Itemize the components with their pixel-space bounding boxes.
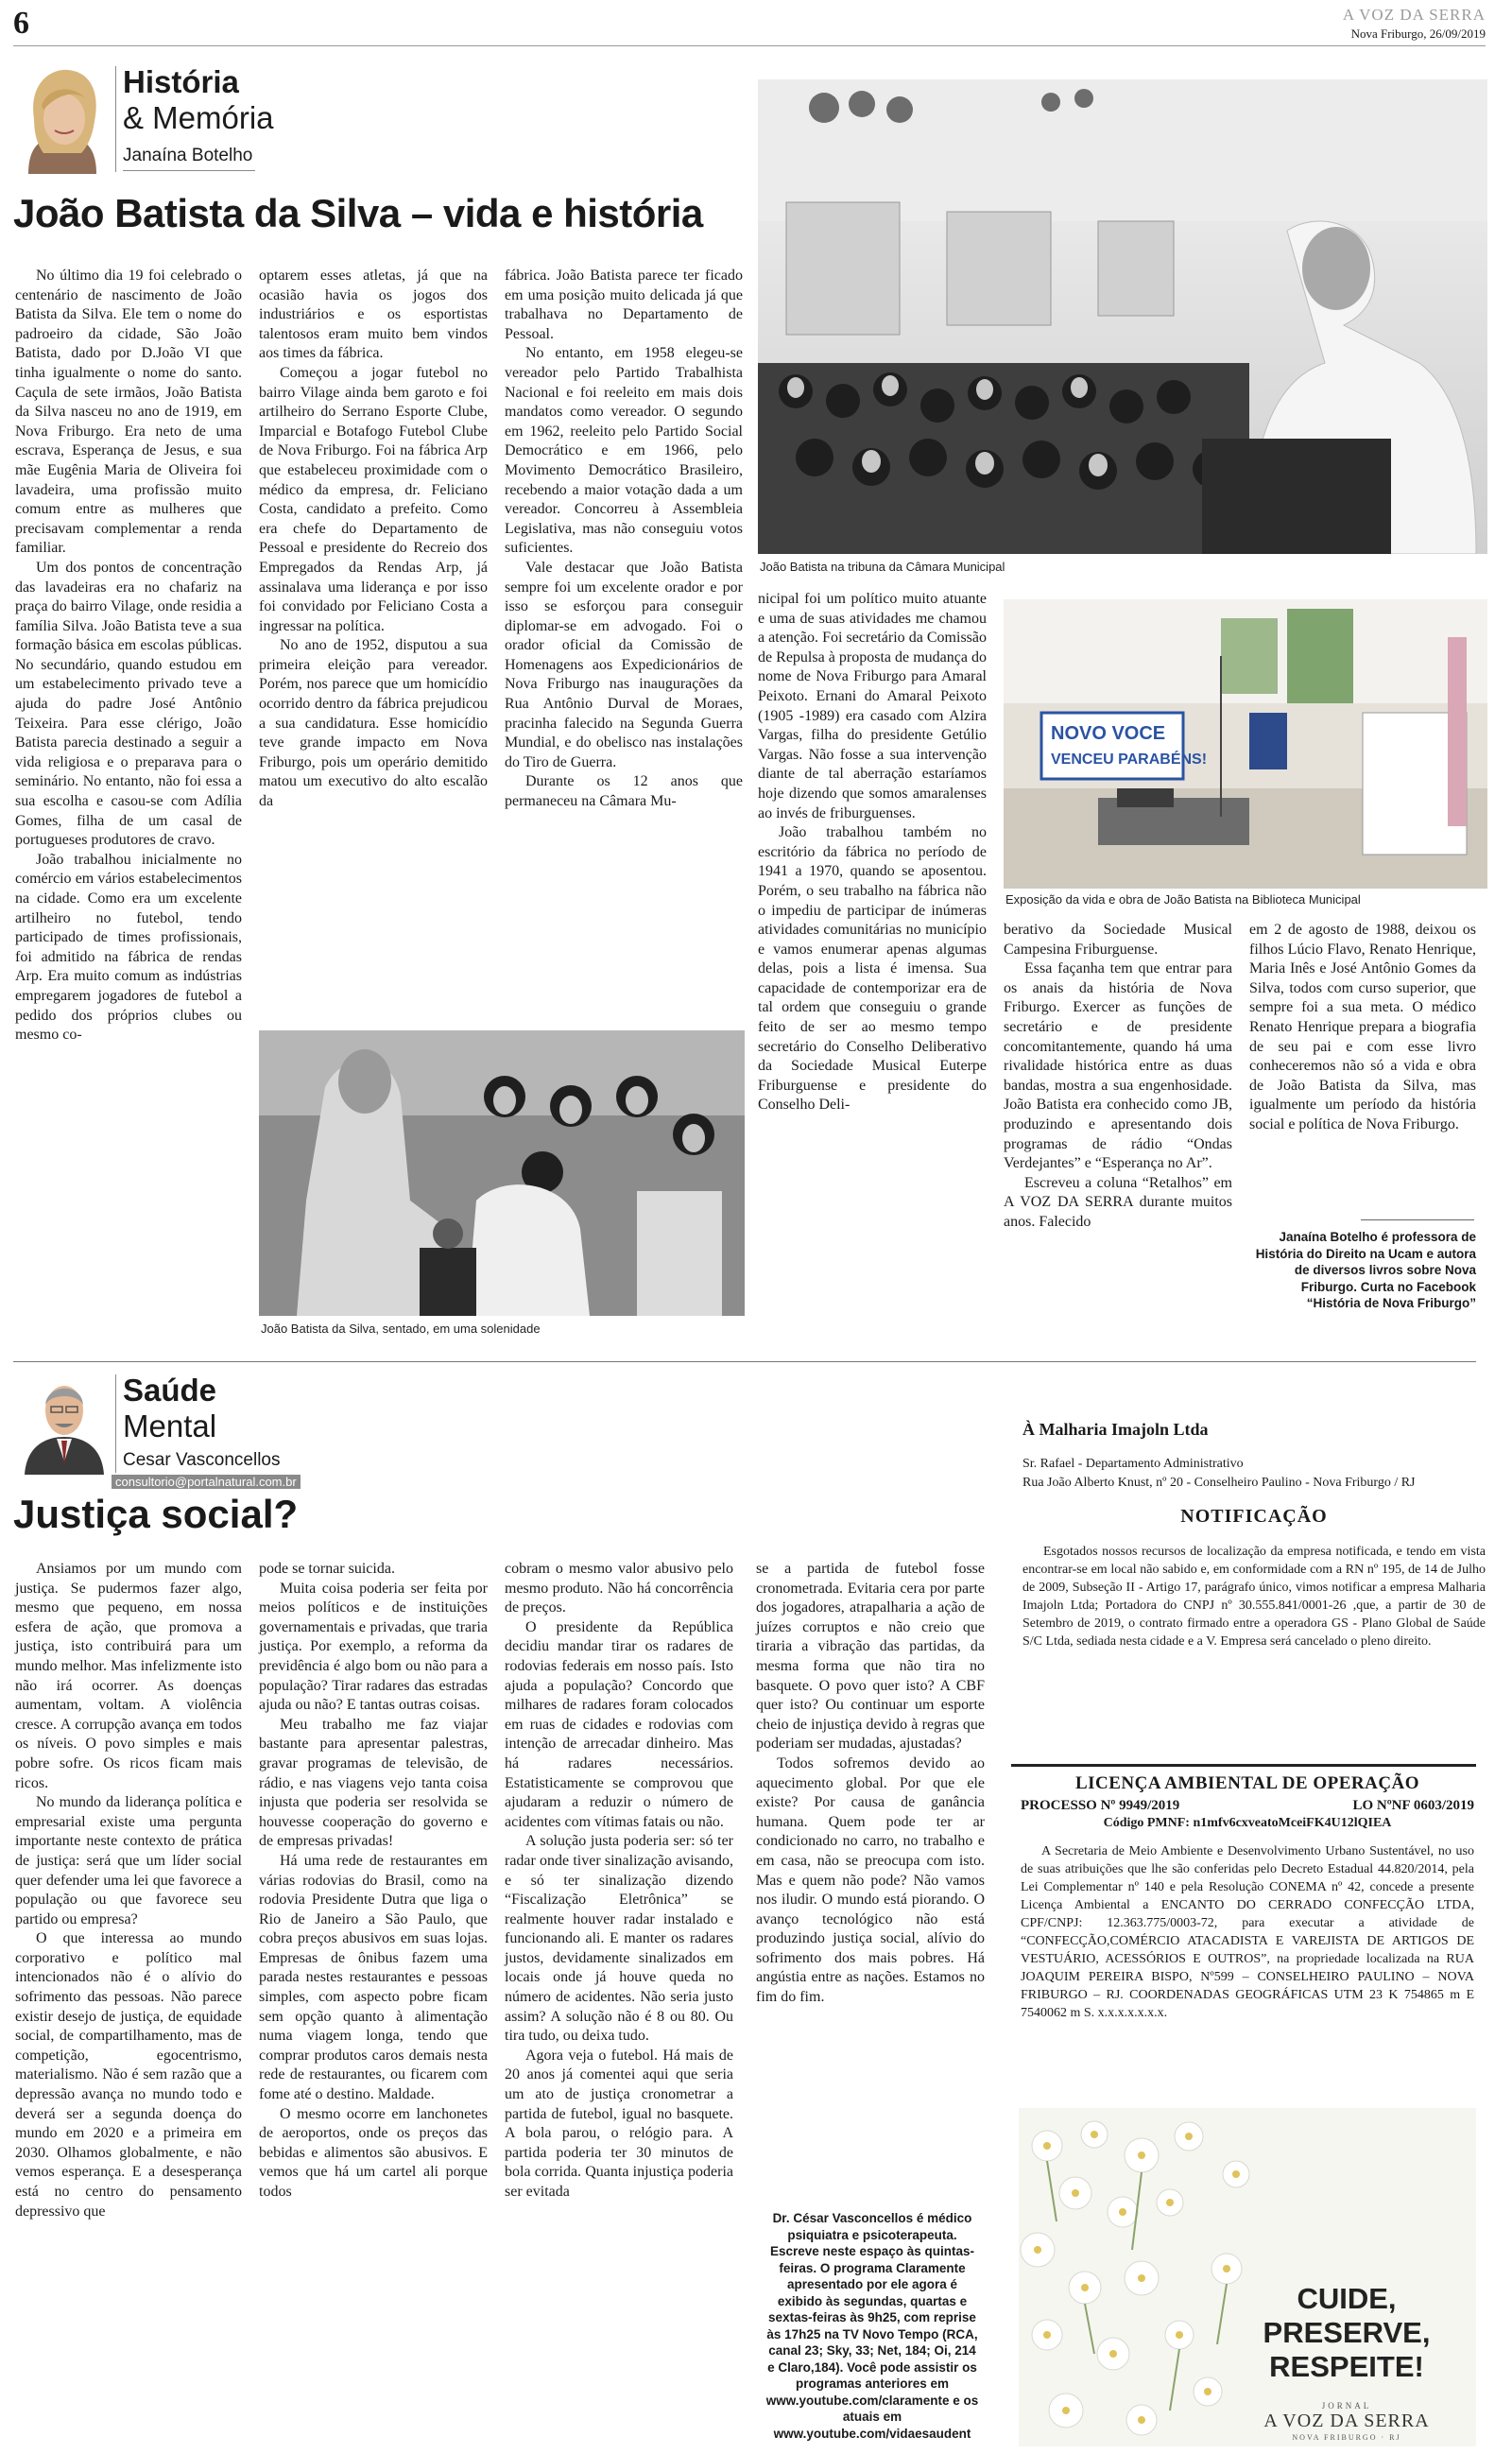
license-process: PROCESSO Nº 9949/2019 bbox=[1021, 1798, 1180, 1813]
notice-licenca-border bbox=[1011, 1764, 1476, 1767]
article-bottom-column-3 bbox=[505, 1560, 733, 2448]
banner-text-1: NOVO VOCE bbox=[1051, 723, 1166, 744]
article-bottom-column-4 bbox=[756, 1560, 985, 2203]
paragraph: João trabalhou também no escritório da fábrica no período de 1941 a 1970, quando se aposentou. Porém, o seu trabalho na fábrica não o impediu de participar de inúmeras atividades comunitárias no município e vamos enumerar apenas algumas delas, pois a lista é imensa. Sua capacidade de contemporizar era de tal ordem que conseguiu o grande feito de ser ao mesmo tempo secretário do Conselho Deliberativo da Sociedade Musical Euterpe Friburguense e presidente do Conselho Deli- bbox=[758, 824, 987, 1114]
section-title-2: Saúde bbox=[123, 1373, 217, 1408]
article-top-column-4 bbox=[758, 590, 987, 1356]
article-top-column-5 bbox=[1004, 921, 1232, 1356]
notice-body: Esgotados nossos recursos de localização da empresa notificada, e tendo em vista encontrar-se em local não sabido e, em conformidade com a RN nº 195, de 14 de Julho de 2009, Subseção II - Artigo 17, parágrafo único, vimos notificar a empresa Malharia Imajoln Ltda; Portadora do CNPJ nº 30.555.841/0001-26 ,que, a partir de 30 de Setembro de 2019, o contrato firmado entre a operadora GS - Plano Global de Saúde S/C Ltda, sediada nesta cidade e a V. Empresa será cancelado o pleno direito. bbox=[1022, 1545, 1486, 1649]
paragraph: em 2 de agosto de 1988, deixou os filhos Lúcio Flavo, Renato Henrique, Maria Inês e José Antônio Gomes da Silva, todos com curso superior, que sempre foi a sua meta. O médico Renato Henrique prepara a biografia de seu pai e com esse livro conheceremos não só a vida e obra de João Batista da Silva, mas igualmente um período da história social e política de Nova Friburgo. bbox=[1249, 922, 1476, 1132]
notice-notificacao bbox=[1022, 1408, 1486, 1768]
paragraph: se a partida de futebol fosse cronometrada. Evitaria cera por parte dos jogadores, atrapalharia a ação de juízes corruptos e não creio que tiraria a vibração das partidas, da mesma forma que não tira no basquete. O povo quer isto? A CBF quer isto? Ou continuar um esporte cheio de injustiça devido à regras que poderiam ser mudadas, ajustadas? bbox=[756, 1561, 985, 1753]
article-top-column-6 bbox=[1249, 921, 1476, 1204]
paragraph: Agora veja o futebol. Há mais de 20 anos já comentei aqui que seria um ato de justiça cronometrar a partida de futebol, igual no basquete. A bola parou, o relógio para. A partida poderia ter 30 minutos de bola corrida. Quanta injustiça poderia ser evitada bbox=[505, 2047, 733, 2200]
article-top-column-3 bbox=[505, 267, 743, 1023]
section-divider-line bbox=[115, 66, 116, 172]
author-bio: Janaína Botelho é professora de História do Direito na Ucam e autora de diversos livros sobre Nova Friburgo. Curta no Facebook “História de Nova Friburgo” bbox=[1255, 1230, 1476, 1310]
license-body: A Secretaria de Meio Ambiente e Desenvolvimento Urbano Sustentável, no uso de suas atribuições que lhe são conferidas pelo Decreto Estadual 44.820/2014, pela Lei Complementar nº 140 e pela Resolução CONEMA nº 42, concede a presente Licença Ambiental a ENCANTO DO CERRADO CONFECÇÃO LTDA, CPF/CNPJ: 12.363.775/0003-72, para executar a atividade de “CONFECÇÃO,COMÉRCIO ATACADISTA E VAREJISTA DE ARTIGOS DE VESTUÁRIO, ACESSÓRIOS E OUTROS”, na propriedade localizada na RUA JOAQUIM PEREIRA BISPO, Nº599 – CONSELHEIRO PAULINO – NOVA FRIBURGO – RJ. COORDENADAS GEOGRÁFICAS UTM 23 K 754865 m E 7540062 m S. x.x.x.x.x.x.x. bbox=[1021, 1844, 1474, 2020]
paragraph: cobram o mesmo valor abusivo pelo mesmo produto. Não há concorrência de preços. bbox=[505, 1561, 733, 1616]
paragraph: João trabalhou inicialmente no comércio em vários estabelecimentos na cidade. Como era um excelente artilheiro no futebol, tendo participado de times profissionais, foi admitido na fábrica de rendas Arp. Era muito comum as indústrias empregarem jogadores de futebol a pedido dos próprios clubes ou mesmo co- bbox=[15, 851, 242, 1044]
headline-2: Justiça social? bbox=[13, 1492, 299, 1536]
license-code: Código PMNF: n1mfv6cxveatoMceiFK4U12lQIEA bbox=[1103, 1816, 1392, 1830]
caption-exhibition: Exposição da vida e obra de João Batista na Biblioteca Municipal bbox=[1005, 892, 1361, 907]
paragraph: Muita coisa poderia ser feita por meios políticos e de instituições governamentais e privadas, que traria justiça. Por exemplo, a reforma da previdência é algo bom ou não para a população? Tirar radares das estradas ajuda ou não? E tantas outras coisas. bbox=[259, 1580, 488, 1714]
ad-slogan-3: RESPEITE! bbox=[1269, 2350, 1424, 2383]
ad-slogan-1: CUIDE, bbox=[1297, 2282, 1397, 2315]
paragraph: nicipal foi um político muito atuante e uma de suas atividades me chamou a atenção. Foi secretário da Comissão de Repulsa à proposta de mudança do nome de Nova Friburgo para Amaral Peixoto. Ernani do Amaral Peixoto (1905 -1989) era casado com Alzira Vargas, filha do presidente Getúlio Vargas. Não fosse a sua intervenção diante de tal aberração estaríamos hoje dizendo que somos amaralenses ao invés de friburguenses. bbox=[758, 591, 987, 821]
paragraph: berativo da Sociedade Musical Campesina Friburguense. bbox=[1004, 922, 1232, 958]
author-avatar-2 bbox=[17, 1371, 112, 1475]
author-avatar bbox=[15, 62, 110, 174]
notice-line-1: Sr. Rafael - Departamento Administrativo bbox=[1022, 1457, 1244, 1471]
article-bottom-column-1 bbox=[15, 1560, 242, 2448]
author-note-rule bbox=[1361, 1219, 1474, 1220]
paragraph: Vale destacar que João Batista sempre foi um excelente orador e por isso se esforçou para conseguir diplomar-se em advogado. Foi o orador oficial da Comissão de Homenagens aos Expedicionários de Nova Friburgo nas inaugurações da Rua Antônio Durval de Moraes, pracinha falecido na Segunda Guerra Mundial, e do obelisco nas instalações do Tiro de Guerra. bbox=[505, 559, 743, 770]
article-bottom-column-2 bbox=[259, 1560, 488, 2448]
license-title: LICENÇA AMBIENTAL DE OPERAÇÃO bbox=[1074, 1773, 1420, 1793]
paragraph: Um dos pontos de concentração das lavadeiras era no chafariz na praça do bairro Vilage, onde residia a família Silva. João Batista teve a sua formação básica em escolas públicas. No secundário, quando estudou em um estabelecimento privado teve a ajuda do padre José Antônio Teixeira. Para esse clérigo, João Batista parecia destinado a seguir a vida religiosa e o preparava para o seminário. No entanto, não foi essa a sua escolha e casou-se com Adília Gomes, filha de um casal de portugueses produtores de cravo. bbox=[15, 559, 242, 849]
section-subtitle: & Memória bbox=[123, 100, 274, 135]
paragraph: Escreveu a coluna “Retalhos” em A VOZ DA SERRA durante muitos anos. Falecido bbox=[1004, 1174, 1232, 1230]
paragraph: optarem esses atletas, já que na ocasião havia os jogos dos industriários e os esportistas talentosos eram muito bem vindos aos times da fábrica. bbox=[259, 268, 488, 362]
paragraph: A solução justa poderia ser: só ter radar onde tiver sinalização avisando, e só ter sinalização dizendo “Fiscalização Eletrônica” se realmente houver radar instalado e funcionando ali. E manter os radares justos, devidamente sinalizados em locais onde já houve queda no número de acidentes. Não seria justo assim? A solução não é 8 ou 80. Ou tira tudo, ou deixa tudo. bbox=[505, 1833, 733, 2045]
paragraph: pode se tornar suicida. bbox=[259, 1561, 395, 1577]
article-top-column-1 bbox=[15, 267, 242, 1354]
headline: João Batista da Silva – vida e história bbox=[13, 191, 703, 235]
location-date: Nova Friburgo, 26/09/2019 bbox=[1350, 26, 1486, 41]
notice-title: NOTIFICAÇÃO bbox=[1180, 1506, 1328, 1527]
section-divider-line-2 bbox=[115, 1374, 116, 1473]
banner-text-2: VENCEU PARABÉNS! bbox=[1051, 752, 1208, 768]
author-name: Janaína Botelho bbox=[123, 146, 253, 165]
paragraph: fábrica. João Batista parece ter ficado em uma posição muito delicada já que trabalhava no Departamento de Pessoal. bbox=[505, 268, 743, 342]
paragraph: Ansiamos por um mundo com justiça. Se pudermos fazer algo, mesmo que pequeno, em nossa esfera de ação, que promova a justiça, isto contribuirá para um mundo melhor. Mas infelizmente isto não irá ocorrer. As doenças aumentam, voltam. A violência cresce. A corrupção avança em todos os níveis. O povo simples e mais pobre sofre. Os ricos ficam mais ricos. bbox=[15, 1561, 242, 1791]
paragraph: Todos sofremos devido ao aquecimento global. Por que ele existe? Por causa de ganância humana. Quem pode ter ar condicionado no carro, no trabalho e em casa, não se preocupa com isto. Mas e quem não pode? Não vamos nos iludir. O mundo está piorando. O avanço tecnológico não está produzindo justiça social, alívio do sofrimento dos mais pobres. Há angústia entre as nações. Estamos no fim do fim. bbox=[756, 1754, 985, 2006]
paragraph: Há uma rede de restaurantes em várias rodovias do Brasil, como na rodovia Presidente Dutra que liga o Rio de Janeiro a São Paulo, que cobra preços abusivos em suas lojas. Empresas de ônibus fazem uma parada nestes restaurantes e pessoas simples, com aspecto pobre ficam sem opção quanto à alimentação numa viagem longa, tendo que comprar produtos caros demais nesta rede de restaurantes, ou ficarem com fome até o destino. Maldade. bbox=[259, 1852, 488, 2103]
paragraph: Começou a jogar futebol no bairro Vilage ainda bem garoto e foi artilheiro do Serrano Esporte Clube, Imparcial e Botafogo Futebol Clube de Nova Friburgo. Foi na fábrica Arp que estabeleceu proximidade com o médico da empresa, dr. Feliciano Costa, candidato a prefeito. Como era chefe do Departamento de Pessoal e presidente do Recreio dos Empregados da Rendas Arp, já assinalava uma liderança e por isso foi convidado por Feliciano Costa a ingressar na política. bbox=[259, 364, 488, 634]
license-process-row bbox=[1021, 1798, 1474, 1814]
paragraph: Durante os 12 anos que permaneceu na Câmara Mu- bbox=[505, 773, 743, 810]
author-bio-2: Dr. César Vasconcellos é médico psiquiatra e psicoterapeuta. Escreve neste espaço às quintas-feiras. O programa Claramente apresentado por ele agora é exibido às segundas, quartas e sextas-feiras às 9h25, com reprise às 17h25 na TV Novo Tempo (RCA, canal 23; Sky, 33; Net, 184; Oi, 214 e Claro,184). Você pode assistir os programas anteriores em www.youtube.com/claramente e os atuais em www.youtube.com/vidaesaudent bbox=[765, 2211, 979, 2441]
paragraph: No entanto, em 1958 elegeu-se vereador pelo Partido Trabalhista Nacional e foi reeleito em mais dois mandatos como vereador. O segundo em 1962, reeleito pelo Partido Social Democrático e em 1966, pelo Movimento Democrático Brasileiro, recebendo a maior votação dada a um vereador. Concorreu à Assembleia Legislativa, mas não conseguiu votos suficientes. bbox=[505, 345, 743, 557]
paragraph: No último dia 19 foi celebrado o centenário de nascimento de João Batista da Silva. Ele tem o nome do padroeiro da cidade, São João Batista, dado por D.João VI que tinha igualmente o nome do santo. Caçula de sete irmãos, João Batista da Silva nasceu no ano de 1919, em Nova Friburgo. Era neto de uma escrava, Esperança de Jesus, e sua mãe Eugênia Maria de Oliveira foi lavadeira, uma profissão muito comum entre as mulheres que precisavam complementar a renda familiar. bbox=[15, 268, 242, 557]
notice-recipient: À Malharia Imajoln Ltda bbox=[1022, 1420, 1209, 1439]
ad-flowers bbox=[1019, 2108, 1476, 2446]
license-number: LO NºNF 0603/2019 bbox=[1352, 1798, 1474, 1813]
ad-brand: A VOZ DA SERRA bbox=[1263, 2411, 1430, 2431]
article-top-column-2 bbox=[259, 267, 488, 1023]
author-email: consultorio@portalnatural.com.br bbox=[112, 1475, 301, 1489]
photo-exhibition bbox=[1004, 599, 1487, 889]
photo-tribune bbox=[758, 79, 1487, 554]
notice-licenca bbox=[1021, 1773, 1474, 2085]
masthead: A VOZ DA SERRA bbox=[1342, 6, 1486, 24]
paragraph: No mundo da liderança política e empresarial existe uma pergunta importante neste contexto de prática de justiça: será que um líder social quer defender uma lei que favorece a população ou que favorece seu partido ou empresa? bbox=[15, 1794, 242, 1927]
page-number: 6 bbox=[13, 6, 29, 41]
section-separator bbox=[13, 1361, 1476, 1362]
paragraph: Meu trabalho me faz viajar bastante para apresentar palestras, gravar programas de televisão, de rádio, e nas viagens vejo tanta coisa injusta que poderia ser resolvida se houvesse cooperação do governo e de empresas privadas! bbox=[259, 1716, 488, 1850]
ad-brand-sub: NOVA FRIBURGO · RJ bbox=[1292, 2433, 1401, 2442]
paragraph: O que interessa ao mundo corporativo e político mal intencionados não é o alívio do sofrimento das pessoas. Não parece existir desejo de justiça, de equidade social, de compartilhamento, mas de competição, egocentrismo, materialismo. Não é sem razão que a depressão avança no mundo todo e deverá ser a segunda doença do mundo em 2020 e a primeira em 2030. Olhamos globalmente, e não vemos esperança. E a desesperança está no centro do pensamento depressivo que bbox=[15, 1930, 242, 2220]
author-name-2: Cesar Vasconcellos bbox=[123, 1450, 281, 1470]
header-rule bbox=[13, 45, 1486, 46]
section-title: História bbox=[123, 64, 239, 99]
section-subtitle-2: Mental bbox=[123, 1408, 217, 1443]
paragraph: O mesmo ocorre em lanchonetes de aeroportos, onde os preços das bebidas e alimentos são abusivos. E vemos que há um cartel ali porque todos bbox=[259, 2105, 488, 2200]
notice-line-2: Rua João Alberto Knust, nº 20 - Conselheiro Paulino - Nova Friburgo / RJ bbox=[1022, 1476, 1416, 1490]
photo-ceremony bbox=[259, 1030, 745, 1316]
paragraph: O presidente da República decidiu mandar tirar os radares de rodovias federais em nosso país. Isto ajuda a população? Concordo que milhares de radares foram colocados em ruas de cidades e rodovias com intenção de arrecadar dinheiro. Mas há radares necessários. Estatisticamente se comprovou que ajudaram a reduzir o número de acidentes com vítimas fatais ou não. bbox=[505, 1618, 733, 1830]
ad-brand-small: JORNAL bbox=[1321, 2401, 1372, 2411]
author-underline bbox=[123, 170, 255, 171]
caption-tribune: João Batista na tribuna da Câmara Municipal bbox=[760, 560, 1005, 574]
paragraph: Essa façanha tem que entrar para os anais da história de Nova Friburgo. Exercer as funções de secretário e de presidente concomitantemente, quando há uma rivalidade histórica entre as duas bandas, mostra a sua engenhosidade. João Batista era conhecido como JB, produzindo e apresentando dois programas de rádio “Ondas Verdejantes” e “Esperança no Ar”. bbox=[1004, 960, 1232, 1172]
caption-ceremony: João Batista da Silva, sentado, em uma solenidade bbox=[261, 1322, 541, 1336]
ad-slogan-2: PRESERVE, bbox=[1263, 2316, 1431, 2349]
paragraph: No ano de 1952, disputou a sua primeira eleição para vereador. Porém, nos parece que um homicídio ocorrido dentro da fábrica prejudicou a sua candidatura. Esse homicídio teve grande impacto em Nova Friburgo, pois um operário demitido matou um executivo do alto escalão da bbox=[259, 637, 488, 810]
